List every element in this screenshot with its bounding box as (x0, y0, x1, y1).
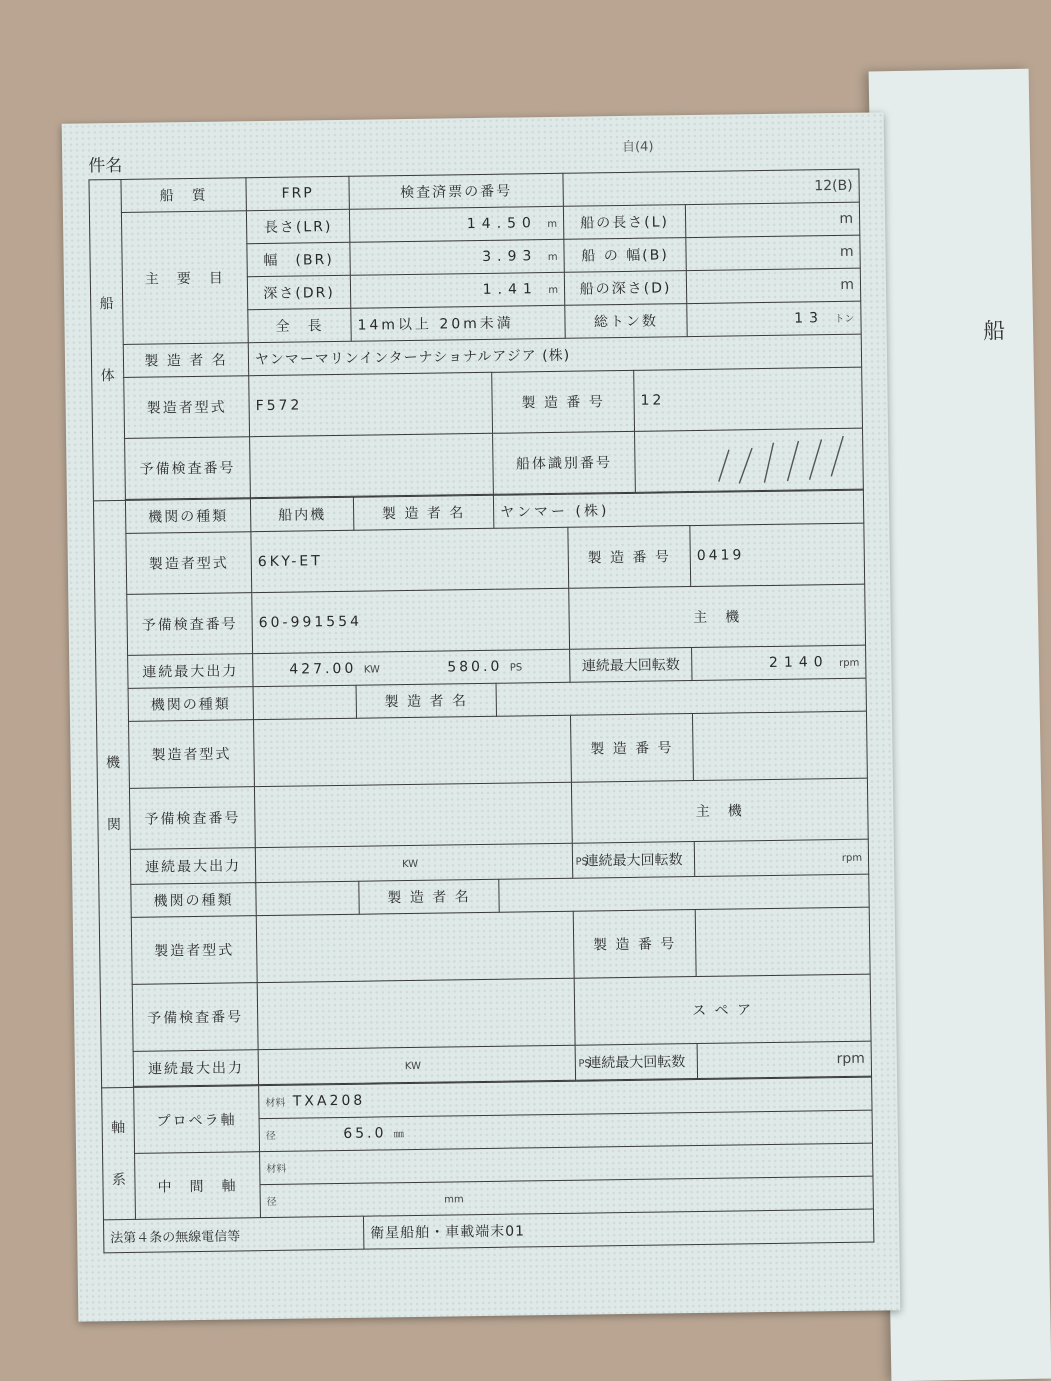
radio-label: 法第４条の無線電信等 (103, 1216, 363, 1253)
prop-diameter: 径 65.0 ㎜ (259, 1110, 872, 1152)
gross-tonnage-label: 総トン数 (565, 304, 687, 339)
engine2-maker-label: 製 造 者 名 (356, 683, 496, 718)
breadth-r-label: 幅 (BR) (247, 242, 350, 276)
engine2-type-label: 機関の種類 (128, 687, 253, 722)
ship-length-value: m (685, 202, 859, 237)
engine1-rpm-label: 連続最大回転数 (570, 648, 692, 683)
ship-depth-label: 船の深さ(D) (564, 271, 686, 306)
shaft-group-label: 軸 系 (102, 1087, 136, 1219)
engine3-type-value (256, 881, 359, 915)
engine1-serial-value: 0419 (690, 523, 865, 586)
prop-material: 材料 TXA208 (259, 1077, 872, 1119)
certificate-page (62, 112, 901, 1321)
engine2-output-value: KW PS (255, 843, 572, 882)
engine3-model-value (256, 911, 574, 982)
hull-id-label: 船体識別番号 (493, 431, 636, 494)
engine3-serial-value (695, 907, 870, 976)
engine2-output-label: 連続最大出力 (130, 848, 255, 885)
engine1-model-value: 6KY-ET (251, 527, 569, 592)
length-r-value: 14.50 m (349, 206, 563, 242)
engine2-prelim-label: 予備検査番号 (129, 787, 255, 850)
main-dims-label: 主 要 目 (121, 211, 248, 345)
engine2-type-value (253, 685, 356, 719)
depth-r-label: 深さ(DR) (247, 275, 350, 309)
propeller-shaft-label: プロペラ軸 (134, 1086, 260, 1154)
inspection-no-value: 12(B) (563, 169, 859, 206)
engine1-serial-label: 製 造 番 号 (568, 526, 691, 589)
radio-value: 衛星船舶・車載端末01 (363, 1209, 873, 1249)
engine2-maker-value (496, 678, 866, 716)
ship-breadth-value: m (686, 235, 860, 270)
engine3-type-label: 機関の種類 (131, 883, 256, 918)
engine2-serial-value (692, 711, 867, 780)
length-r-label: 長さ(LR) (246, 209, 349, 243)
engine1-model-label: 製造者型式 (126, 532, 252, 595)
overall-value: 14m以上 20m未満 (351, 305, 565, 341)
hull-serial-value: 12 (634, 367, 863, 431)
material-value: FRP (246, 176, 349, 210)
depth-r-value: 1.41 m (350, 272, 564, 308)
ship-depth-value: m (686, 268, 860, 303)
engine2-serial-label: 製 造 番 号 (570, 714, 693, 783)
engine1-type-label: 機関の種類 (125, 499, 250, 534)
engine3-maker-value (499, 874, 869, 912)
hull-prelim-value (250, 433, 494, 497)
engine1-prelim-label: 予備検査番号 (127, 593, 253, 656)
engine1-prelim-value: 60-991554 (252, 588, 570, 653)
engine1-rpm-value: 2140 rpm (692, 645, 866, 680)
engine1-type-value: 船内機 (250, 497, 353, 531)
engine2-role: 主 機 (571, 778, 868, 843)
ship-breadth-label: 船 の 幅(B) (564, 238, 686, 273)
ship-length-label: 船の長さ(L) (563, 205, 685, 240)
mid-diameter: 径 mm (260, 1176, 873, 1218)
hull-maker-value: ヤンマーマリンインターナショナルアジア (株) (248, 334, 861, 376)
hull-maker-label: 製 造 者 名 (123, 343, 248, 378)
intermediate-shaft-label: 中 間 軸 (135, 1152, 261, 1220)
engine3-rpm-value: rpm (697, 1041, 871, 1078)
mid-material: 材料 (260, 1143, 873, 1185)
subject-label: 件名 (88, 155, 123, 177)
engine-group-label: 機 関 (93, 500, 133, 1087)
engine2-prelim-value (254, 782, 572, 847)
engine1-output-label: 連続最大出力 (128, 654, 253, 689)
hull-prelim-label: 予備検査番号 (125, 437, 251, 500)
engine3-output-label: 連続最大出力 (133, 1050, 258, 1087)
engine3-model-label: 製造者型式 (131, 916, 257, 985)
engine3-maker-label: 製 造 者 名 (359, 879, 499, 914)
engine2-rpm-value: rpm (694, 839, 868, 876)
hull-model-value: F572 (249, 372, 493, 436)
hull-model-label: 製造者型式 (124, 376, 250, 439)
hull-serial-label: 製 造 番 号 (492, 370, 635, 433)
engine3-serial-label: 製 造 番 号 (573, 910, 696, 979)
inspection-no-label: 検査済票の番号 (349, 173, 563, 209)
engine3-prelim-value (257, 978, 575, 1049)
stamp-mark: 自(4) (621, 139, 654, 155)
breadth-r-value: 3.93 m (350, 239, 564, 275)
engine3-prelim-label: 予備検査番号 (132, 983, 258, 1052)
adjacent-page-title: 船 (982, 319, 1006, 345)
engine3-output-value: KW PS (258, 1045, 575, 1084)
engine3-rpm-label: 連続最大回転数 (575, 1044, 697, 1081)
engine1-maker-value: ヤンマー (株) (493, 490, 863, 528)
gross-tonnage-value: 13 トン (687, 301, 861, 336)
engine3-role: ス ペ ア (574, 974, 871, 1045)
overall-label: 全 長 (248, 308, 351, 342)
material-label: 船 質 (121, 178, 246, 213)
engine2-model-label: 製造者型式 (129, 720, 255, 789)
hull-group-label: 船 体 (89, 179, 125, 500)
engine2-rpm-label: 連続最大回転数 (572, 842, 694, 879)
engine1-maker-label: 製 造 者 名 (353, 495, 493, 530)
vessel-form-table (88, 169, 874, 1254)
engine1-output-value: 427.00 KW 580.0 PS (253, 649, 570, 686)
engine2-model-value (254, 715, 572, 786)
engine1-role: 主 機 (569, 584, 866, 649)
